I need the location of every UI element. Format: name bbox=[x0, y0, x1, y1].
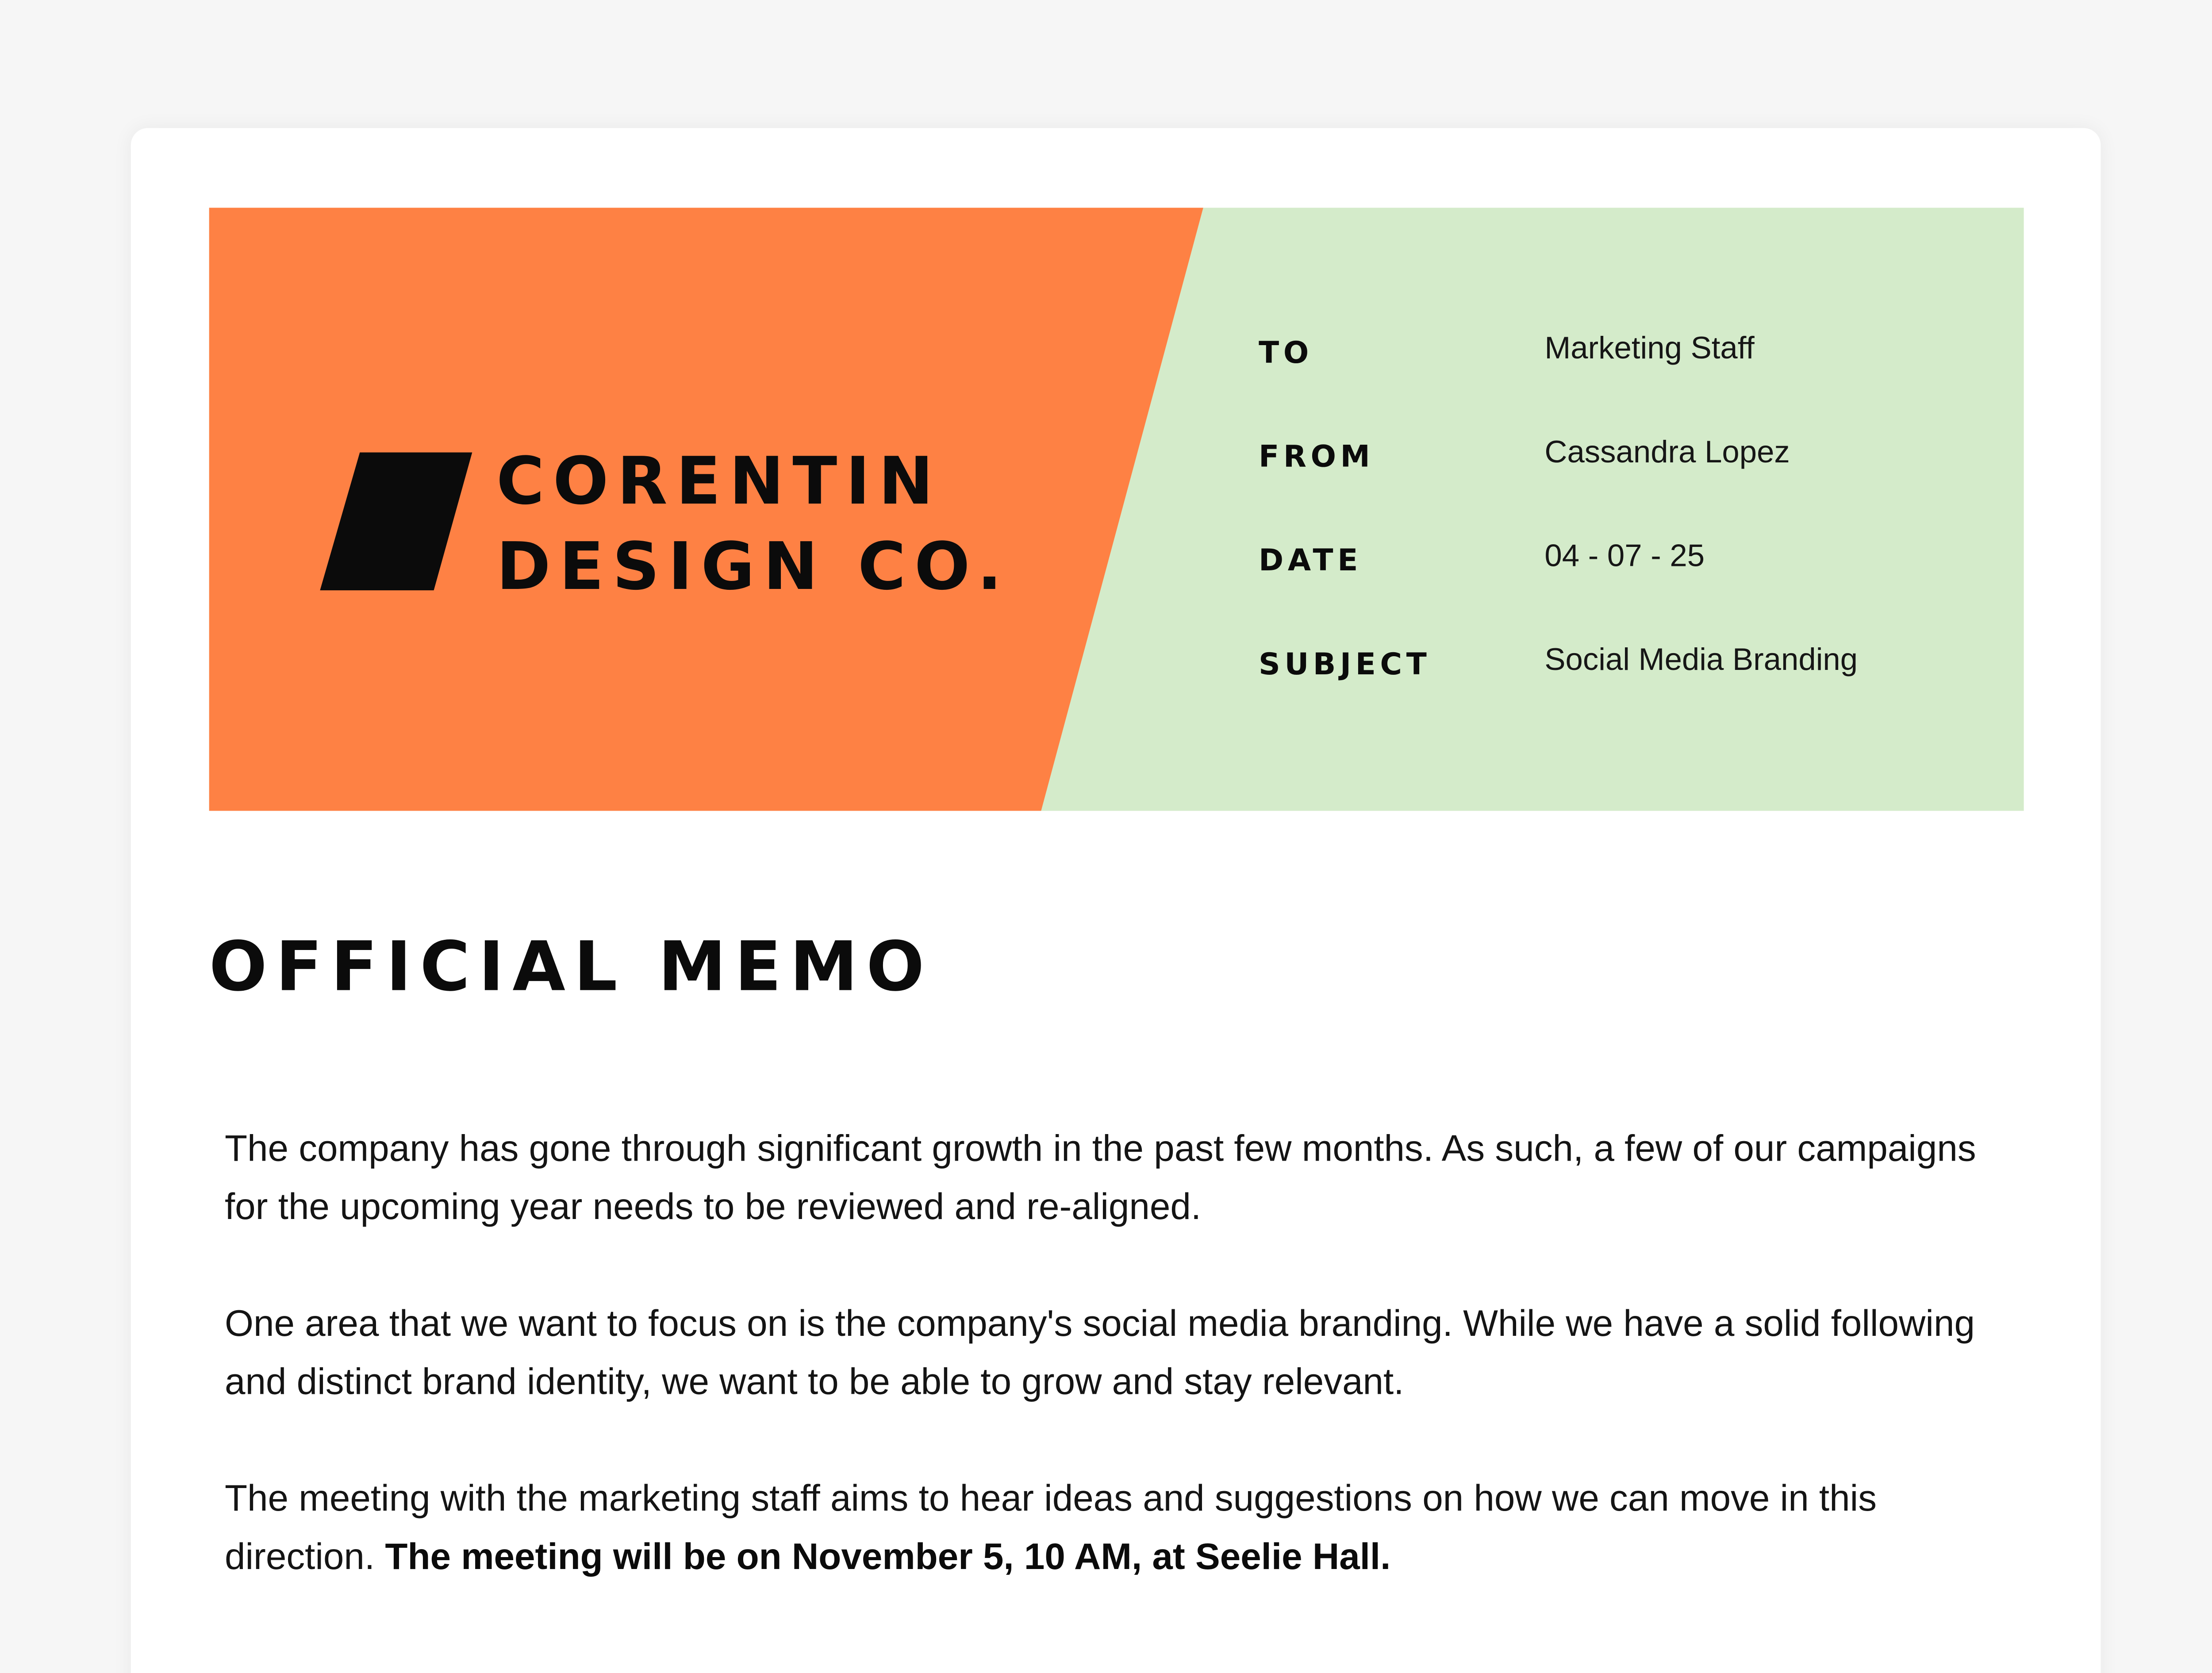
memo-field-from bbox=[1259, 434, 1998, 477]
memo-paragraph-3-text: The meeting with the marketing staff aims to hear ideas and suggestions on how we can move in this direction. bbox=[224, 1477, 1877, 1578]
parallelogram-logo-icon bbox=[320, 452, 473, 592]
memo-header-banner bbox=[209, 208, 2024, 811]
company-name-line2: DESIGN CO. bbox=[496, 527, 1011, 605]
memo-title: OFFICIAL MEMO bbox=[209, 927, 933, 1008]
memo-paragraph-1: The company has gone through significant growth in the past few months. As such, a few of our campaigns for the upcoming year needs to be reviewed and re-aligned. bbox=[224, 1127, 1976, 1228]
memo-paragraph-2: One area that we want to focus on is the company's social media branding. While we have a solid following and distinct brand identity, we want to be able to grow and stay relevant. bbox=[224, 1301, 1975, 1403]
company-name-line1: CORENTIN bbox=[496, 442, 942, 519]
memo-field-to bbox=[1259, 330, 1998, 373]
field-label-to: TO bbox=[1259, 335, 1313, 370]
memo-paragraph-3 bbox=[225, 1469, 2003, 1586]
field-label-date: DATE bbox=[1259, 543, 1363, 578]
field-value-subject: Social Media Branding bbox=[1544, 641, 1858, 677]
memo-field-subject bbox=[1259, 642, 1998, 684]
banner-background bbox=[209, 208, 2024, 811]
memo-field-date bbox=[1259, 538, 1998, 580]
field-value-date: 04 - 07 - 25 bbox=[1544, 538, 1705, 573]
meeting-details-highlight: The meeting will be on November 5, 10 AM, at Seelie Hall. bbox=[385, 1535, 1391, 1578]
field-value-from: Cassandra Lopez bbox=[1544, 434, 1790, 469]
field-label-from: FROM bbox=[1259, 439, 1375, 474]
field-label-subject: SUBJECT bbox=[1259, 647, 1431, 681]
field-value-to: Marketing Staff bbox=[1544, 330, 1755, 366]
company-name bbox=[496, 438, 1010, 609]
